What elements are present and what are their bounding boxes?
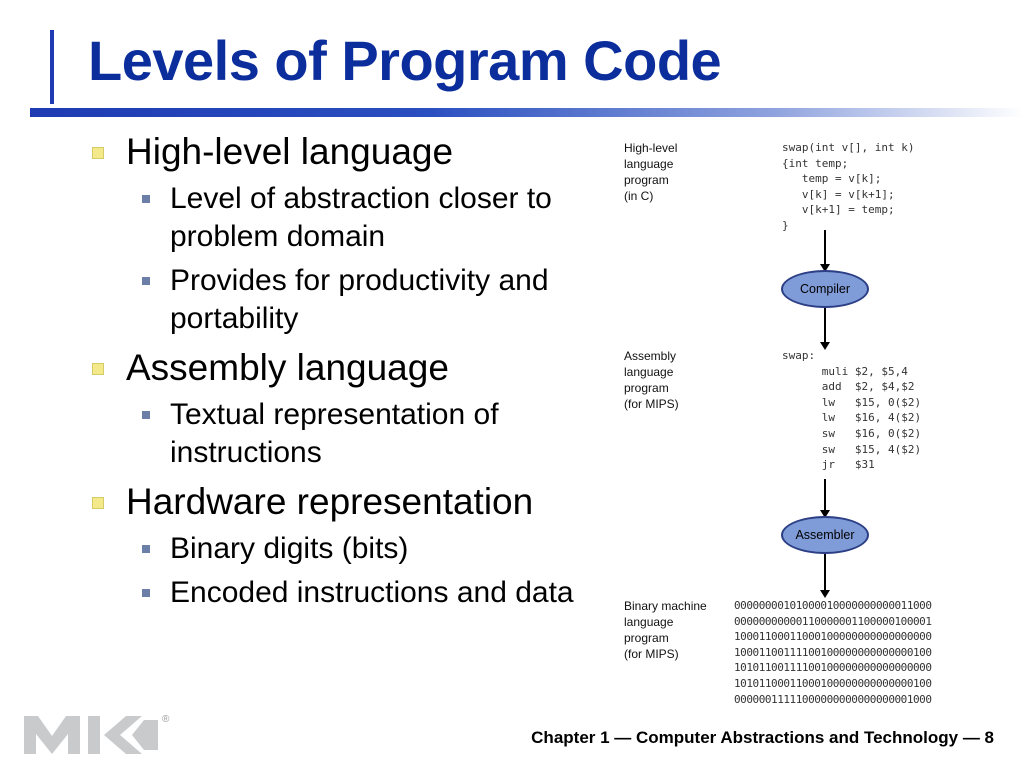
arrow-down-icon xyxy=(824,230,826,270)
bullet-marker xyxy=(92,147,104,159)
high-level-label: High-level language program (in C) xyxy=(624,141,678,203)
bullet-assembly: Assembly language xyxy=(88,346,588,390)
binary-code: 00000000101000010000000000011000 00000000000110000001100000100001 10001100011000100000000000000000 10001100111100100000000000000100 10101100111100100000000000000000 10101100011000100000000000000100 00000011111000000000000000001000 xyxy=(734,599,932,706)
sub-bullet-marker xyxy=(142,589,150,597)
arrow-down-icon xyxy=(824,308,826,348)
sub-bullet: Encoded instructions and data xyxy=(88,574,588,612)
bullet-list xyxy=(88,130,588,612)
bullet-marker xyxy=(92,497,104,509)
c-code: swap(int v[], int k) {int temp; temp = v[k]; v[k] = v[k+1]; v[k+1] = temp; } xyxy=(782,141,915,232)
bullet-high-level: High-level language xyxy=(88,130,588,174)
title-accent-bar xyxy=(50,30,54,104)
binary-label: Binary machine language program (for MIPS) xyxy=(624,599,707,661)
sub-bullet-marker xyxy=(142,277,150,285)
assembly-label: Assembly language program (for MIPS) xyxy=(624,349,679,411)
title-underline xyxy=(30,108,1024,117)
slide-title: Levels of Program Code xyxy=(88,29,722,92)
bullet-hardware: Hardware representation xyxy=(88,480,588,524)
sub-bullet: Provides for productivity and portability xyxy=(88,262,588,338)
arrow-down-icon xyxy=(824,554,826,596)
program-levels-figure xyxy=(620,134,1020,714)
registered-mark: ® xyxy=(162,714,170,725)
sub-bullet-marker xyxy=(142,195,150,203)
assembly-code: swap: muli $2, $5,4 add $2, $4,$2 lw $15, 0($2) lw $16, 4($2) sw $16, 0($2) sw $15, 4($2) jr $31 xyxy=(782,349,922,472)
sub-bullet: Level of abstraction closer to problem domain xyxy=(88,180,588,256)
sub-bullet: Binary digits (bits) xyxy=(88,530,588,568)
sub-bullet: Textual representation of instructions xyxy=(88,396,588,472)
mk-logo xyxy=(22,710,172,758)
assembler-node: Assembler xyxy=(781,516,869,554)
slide-footer: Chapter 1 — Computer Abstractions and Technology — 8 xyxy=(531,728,994,747)
sub-bullet-marker xyxy=(142,411,150,419)
bullet-marker xyxy=(92,363,104,375)
compiler-node: Compiler xyxy=(781,270,869,308)
arrow-down-icon xyxy=(824,479,826,516)
sub-bullet-marker xyxy=(142,545,150,553)
